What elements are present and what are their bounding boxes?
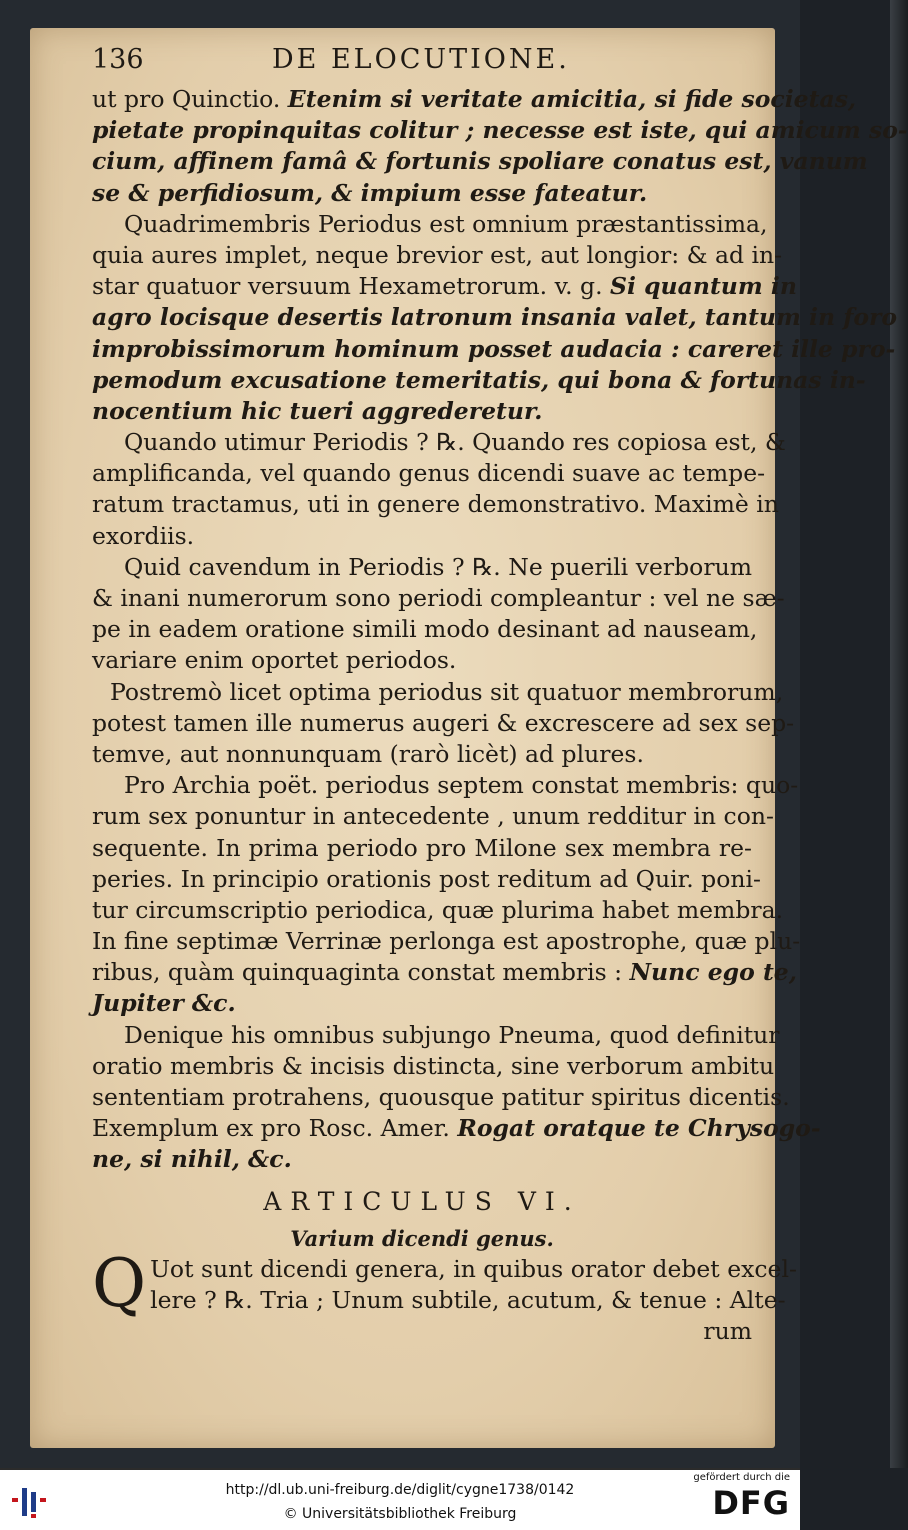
text-line: ribus, quàm quinquaginta constat membris : Nunc ego te,: [92, 958, 797, 987]
text-line: improbissimorum hominum posset audacia : careret ille pro-: [92, 334, 896, 363]
copyright-notice: © Universitätsbibliothek Freiburg: [283, 1506, 517, 1522]
viewer-footer: [0, 1468, 800, 1530]
article-subheading: Varium dicendi genus.: [290, 1225, 554, 1251]
text-line: amplificanda, vel quando genus dicendi suave ac tempe-: [92, 459, 766, 488]
paragraph-1: [92, 84, 908, 209]
text-line: lere ? ℞. Tria ; Unum subtile, acutum, & tenue : Alte-: [150, 1286, 786, 1315]
page-text: [92, 44, 908, 1348]
text-line: In fine septimæ Verrinæ perlonga est apostrophe, quæ plu-: [92, 927, 801, 956]
text-line: ratum tractamus, uti in genere demonstrativo. Maximè in: [92, 490, 779, 519]
paragraph-2: [92, 209, 898, 427]
text-line: pietate propinquitas colitur ; necesse est iste, qui amicum so-: [92, 116, 908, 145]
page-header: [92, 44, 752, 84]
catchword: rum: [703, 1317, 752, 1346]
text-line: peries. In principio orationis post reditum ad Quir. poni-: [92, 864, 761, 893]
text-line: pemodum excusatione temeritatis, qui bona & fortunas in-: [92, 365, 866, 394]
book-spine-edge: [890, 0, 908, 1468]
text-line: star quatuor versuum Hexametrorum. v. g. Si quantum in: [92, 272, 797, 301]
text-line: & inani numerorum sono periodi compleantur : vel ne sæ-: [92, 584, 785, 612]
text-line: Quadrimembris Periodus est omnium præstantissima,: [124, 209, 768, 238]
text-line: Uot sunt dicendi genera, in quibus orator debet excel-: [150, 1254, 797, 1283]
article-heading: ARTICULUS VI.: [263, 1186, 581, 1216]
text-line: rum sex ponuntur in antecedente , unum redditur in con-: [92, 802, 774, 831]
text-line: Jupiter &c.: [92, 989, 236, 1018]
text-line: Pro Archia poët. periodus septem constat membris: quo-: [124, 771, 799, 800]
paragraph-8: [92, 1244, 797, 1322]
text-line: Quid cavendum in Periodis ? ℞. Ne puerili verborum: [124, 552, 752, 581]
paragraph-3: [92, 427, 786, 552]
drop-cap: Q: [92, 1244, 147, 1322]
text-line: nocentium hic tueri aggrederetur.: [92, 396, 543, 425]
text-line: se & perfidiosum, & impium esse fateatur.: [92, 178, 648, 207]
text-line: exordiis.: [92, 521, 195, 550]
paragraph-7: [92, 1020, 821, 1176]
text-line: Postremò licet optima periodus sit quatuor membrorum,: [110, 677, 784, 706]
text-line: tur circumscriptio periodica, quæ plurima habet membra.: [92, 895, 784, 924]
text-line: agro locisque desertis latronum insania valet, tantum in foro: [92, 303, 898, 332]
text-line: oratio membris & incisis distincta, sine verborum ambitu: [92, 1051, 775, 1080]
paragraph-5: [92, 677, 795, 771]
text-line: Denique his omnibus subjungo Pneuma, quod definitur: [124, 1020, 780, 1049]
text-line: variare enim oportet periodos.: [92, 646, 457, 675]
paragraph-4: [92, 552, 785, 677]
funder-label: gefördert durch die: [693, 1472, 790, 1483]
text-line: temve, aut nonnunquam (rarò licèt) ad plures.: [92, 739, 644, 768]
text-line: Exemplum ex pro Rosc. Amer. Rogat oratque te Chrysogo-: [92, 1114, 821, 1143]
dfg-logo: DFG: [712, 1484, 790, 1522]
permalink-url[interactable]: http://dl.ub.uni-freiburg.de/diglit/cygne1738/0142: [225, 1482, 575, 1498]
text-line: pe in eadem oratione simili modo desinant ad nauseam,: [92, 615, 758, 644]
paragraph-6: [92, 770, 801, 1020]
text-line: ne, si nihil, &c.: [92, 1145, 292, 1174]
text-line: potest tamen ille numerus augeri & excrescere ad sex sep-: [92, 708, 795, 737]
page-number: 136: [92, 44, 144, 75]
text-line: Quando utimur Periodis ? ℞. Quando res copiosa est, &: [124, 428, 786, 457]
text-line: ut pro Quinctio. Etenim si veritate amicitia, si fide societas,: [92, 85, 857, 113]
text-line: cium, affinem famâ & fortunis spoliare conatus est, vanum: [92, 147, 868, 176]
text-line: quia aures implet, neque brevior est, aut longior: & ad in-: [92, 240, 783, 269]
text-line: sequente. In prima periodo pro Milone sex membra re-: [92, 833, 752, 862]
running-head: DE ELOCUTIONE.: [272, 44, 570, 75]
text-line: sententiam protrahens, quousque patitur spiritus dicentis.: [92, 1083, 790, 1111]
